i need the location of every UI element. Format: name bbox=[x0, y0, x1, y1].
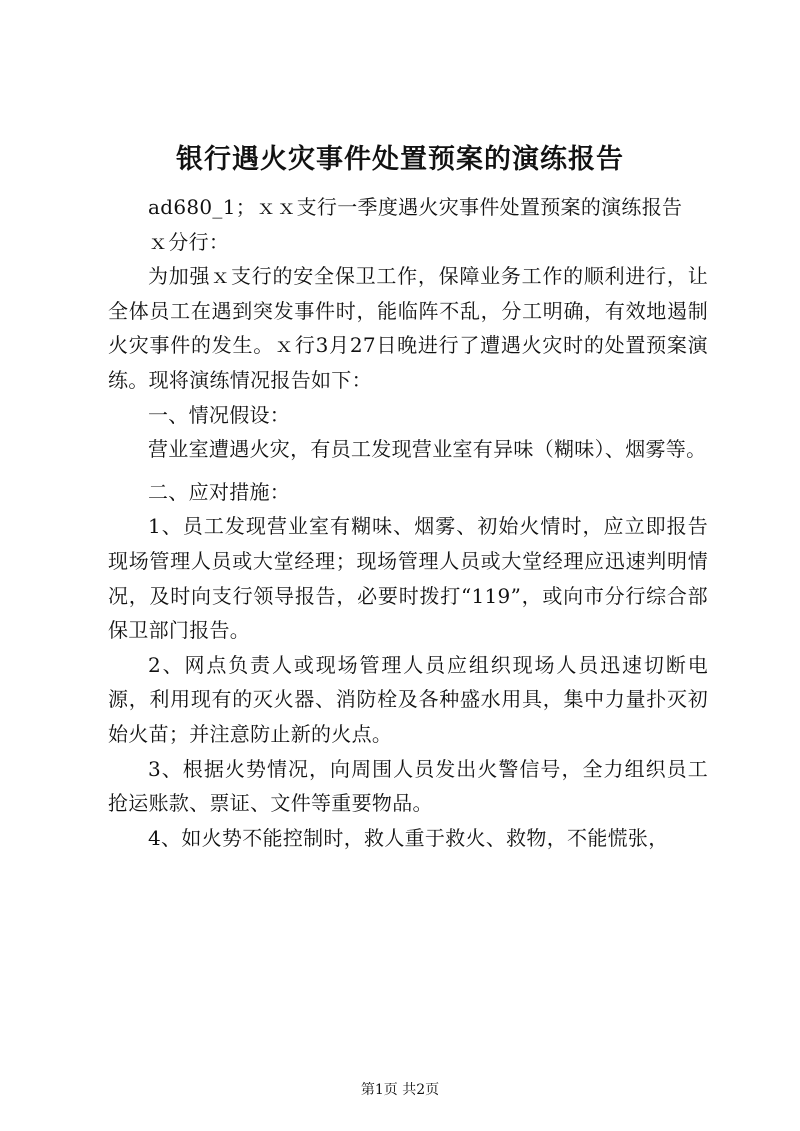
document-body bbox=[108, 190, 708, 855]
paragraph-section-heading-1: 一、情况假设： bbox=[148, 402, 291, 427]
paragraph-measure-4: 4、如火势不能控制时，救人重于救火、救物，不能慌张， bbox=[148, 825, 669, 850]
document-title: 银行遇火灾事件处置预案的演练报告 bbox=[176, 144, 624, 175]
paragraph-section-heading-2: 二、应对措施： bbox=[148, 479, 291, 504]
paragraph-subject-line: ad680_1；ｘｘ支行一季度遇火灾事件处置预案的演练报告 bbox=[148, 195, 683, 219]
paragraph-measure-2: 2、网点负责人或现场管理人员应组织现场人员迅速切断电源，利用现有的灭火器、消防栓及各种盛水用具，集中力量扑灭初始火苗；并注意防止新的火点。 bbox=[108, 652, 708, 746]
paragraph-scenario: 营业室遭遇火灾，有员工发现营业室有异味（糊味）、烟雾等。 bbox=[148, 437, 707, 462]
paragraph-measure-1: 1、员工发现营业室有糊味、烟雾、初始火情时，应立即报告现场管理人员或大堂经理；现场管理人员或大堂经理应迅速判明情况，及时向支行领导报告，必要时拨打“119”，或向市分行综合部保卫部门报告。 bbox=[108, 514, 708, 643]
page-footer: 第1页 共2页 bbox=[360, 1082, 440, 1098]
paragraph-intro: 为加强ｘ支行的安全保卫工作，保障业务工作的顺利进行，让全体员工在遇到突发事件时，能临阵不乱，分工明确，有效地遏制火灾事件的发生。ｘ行3月27日晚进行了遭遇火灾时的处置预案演练。现将演练情况报告如下： bbox=[108, 264, 708, 392]
paragraph-addressee: ｘ分行： bbox=[148, 229, 230, 254]
paragraph-measure-3: 3、根据火势情况，向周围人员发出火警信号，全力组织员工抢运账款、票证、文件等重要物品。 bbox=[108, 756, 708, 816]
